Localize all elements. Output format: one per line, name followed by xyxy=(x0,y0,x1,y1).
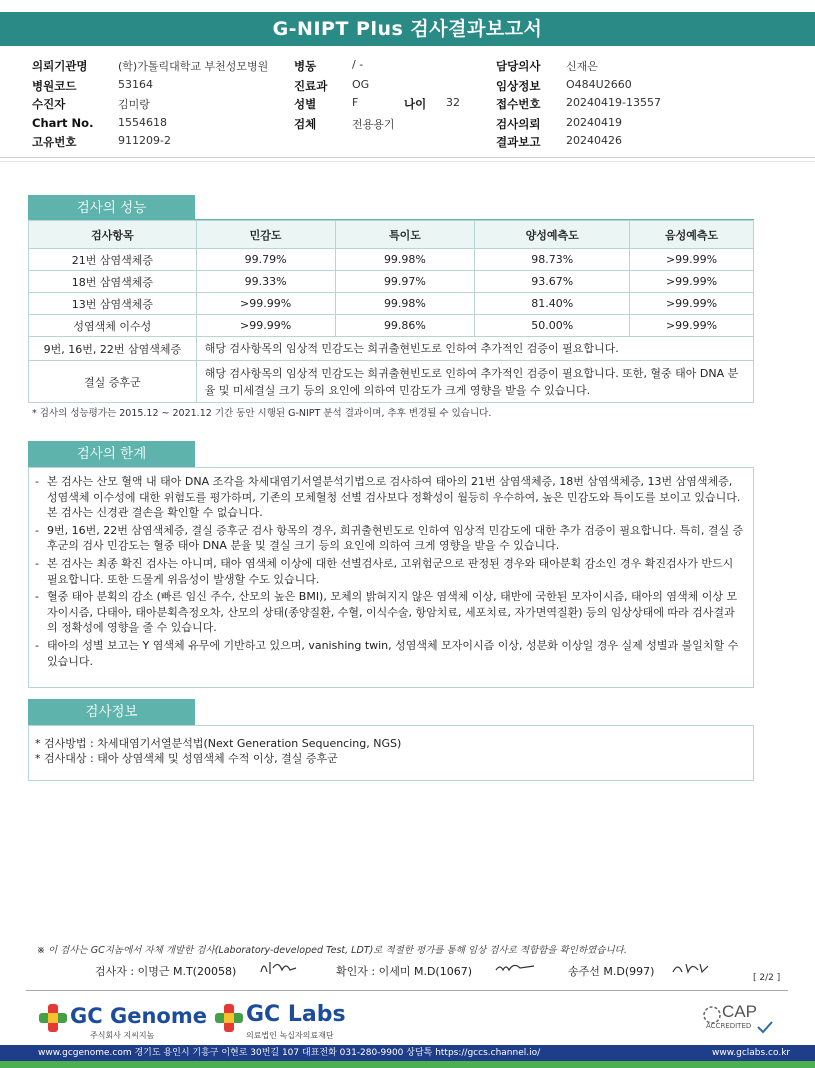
code-value: 53164 xyxy=(118,78,153,91)
performance-table xyxy=(28,220,754,403)
third-signature-label: 송주선 M.D(997) xyxy=(568,965,655,978)
row-label: 결실 증후군 xyxy=(29,361,197,403)
table-cell: >99.99% xyxy=(630,249,754,271)
table-note-row xyxy=(29,337,754,361)
report-value: 20240426 xyxy=(566,134,622,147)
specimen-value: 전용용기 xyxy=(352,118,395,131)
certification-note: ※ 이 검사는 GC지놈에서 자체 개발한 검사(Laboratory-developed Test, LDT)로 적절한 평가를 통해 임상 검사로 적합함을 확인하였습니다. xyxy=(37,945,627,956)
performance-footnote: * 검사의 성능평가는 2015.12 ~ 2021.12 기간 동안 시행된 G-NIPT 분석 결과이며, 추후 변경될 수 있습니다. xyxy=(32,408,492,419)
code-label: 병원코드 xyxy=(32,79,77,93)
table-cell: >99.99% xyxy=(196,315,335,337)
footer-website[interactable]: www.gclabs.co.kr xyxy=(712,1048,791,1058)
hospital-label: 의뢰기관명 xyxy=(32,59,88,73)
table-cell: 99.98% xyxy=(335,249,475,271)
table-cell: 99.97% xyxy=(335,271,475,293)
table-row xyxy=(29,249,754,271)
tester-signature-label: 검사자 : 이명근 M.T(20058) xyxy=(95,965,237,978)
age-label: 나이 xyxy=(404,97,427,111)
row-label: 9번, 16번, 22번 삼염색체증 xyxy=(29,337,197,361)
table-cell: 50.00% xyxy=(475,315,630,337)
gc-labs-logo-text: GC Labs xyxy=(246,1002,346,1027)
limitations-box xyxy=(28,467,754,688)
list-item: - 혈중 태아 분획의 감소 (빠른 임신 주수, 산모의 높은 BMI), 모체의 밝혀지지 않은 염색체 이상, 태반에 국한된 모자이시즘, 태아의 염색체 이상 모자이시즘, 다태아, 태아분획측정오차, 산모의 상태(종양질환, 수혈, 이식수술, 항암치료, 세포치료, 자가면역질환) 등의 임상상태에 따라 검사결과의 정확성에 영향을 줄 수 있습니다. xyxy=(35,589,745,636)
clinical-label: 임상정보 xyxy=(496,79,541,93)
table-row xyxy=(29,271,754,293)
table-row xyxy=(29,315,754,337)
table-header-row xyxy=(29,221,754,249)
row-label: 18번 삼염색체증 xyxy=(29,271,197,293)
performance-section-title: 검사의 성능 xyxy=(28,195,195,221)
confirmer-signature-label: 확인자 : 이세미 M.D(1067) xyxy=(336,965,472,978)
check-icon xyxy=(756,1020,774,1034)
page-number: [ 2/2 ] xyxy=(753,973,781,983)
receipt-value: 20240419-13557 xyxy=(566,96,661,109)
gc-labs-logo-sub: 의료법인 녹십자의료재단 xyxy=(246,1031,334,1040)
table-cell: 98.73% xyxy=(475,249,630,271)
request-value: 20240419 xyxy=(566,116,622,129)
doctor-label: 담당의사 xyxy=(496,59,541,73)
table-cell: 93.67% xyxy=(475,271,630,293)
dept-value: OG xyxy=(352,78,370,91)
header-item: 검사항목 xyxy=(29,221,197,249)
table-cell: 81.40% xyxy=(475,293,630,315)
tester-signature xyxy=(258,958,300,978)
header-specificity: 특이도 xyxy=(335,221,475,249)
list-item: - 9번, 16번, 22번 삼염색체증, 결실 증후군 검사 항목의 경우, 희귀출현빈도로 인하여 임상적 민감도에 대한 추가 검증이 필요합니다. 특히, 결실 증후군의 검사 민감도는 혈중 태아 DNA 분율 및 결실 크기 등의 요인에 의하여 크게 영향을 받을 수 있습니다. xyxy=(35,523,745,554)
third-signature xyxy=(670,958,712,978)
report-label: 결과보고 xyxy=(496,135,541,149)
ward-value: / - xyxy=(352,58,364,71)
gc-genome-logo-sub: 주식회사 지씨지놈 xyxy=(90,1031,155,1040)
cap-accredited-label: ACCREDITED xyxy=(706,1022,752,1030)
list-item: - 본 검사는 산모 혈액 내 태아 DNA 조각을 차세대염기서열분석기법으로 검사하여 태아의 21번 삼염색체증, 18번 삼염색체증, 13번 삼염색체증, 성염색체 이수성에 대한 위험도를 평가하며, 기존의 모체혈청 선별 검사보다 정확성이 월등히 우수하여, 높은 민감도와 특이도를 보이고 있습니다. 본 검사는 신경관 결손을 확인할 수 없습니다. xyxy=(35,474,745,521)
row-label: 13번 삼염색체증 xyxy=(29,293,197,315)
footer-divider xyxy=(26,990,788,991)
list-item: * 검사대상 : 태아 상염색체 및 성염색체 수적 이상, 결실 증후군 xyxy=(35,752,338,765)
cap-accredited-badge xyxy=(700,1000,780,1040)
hospital-value: (학)가톨릭대학교 부천성모병원 xyxy=(118,60,269,73)
info-divider xyxy=(0,157,815,158)
header-ppv: 양성예측도 xyxy=(475,221,630,249)
gc-genome-logo-text: GC Genome xyxy=(70,1004,207,1028)
chart-value: 1554618 xyxy=(118,116,167,129)
ward-label: 병동 xyxy=(294,59,317,73)
specimen-label: 검체 xyxy=(294,117,317,131)
patient-info xyxy=(0,54,815,154)
header-npv: 음성예측도 xyxy=(630,221,754,249)
chart-label: Chart No. xyxy=(32,116,94,130)
sex-label: 성별 xyxy=(294,97,317,111)
limitations-list xyxy=(29,468,753,677)
recipient-value: 김미랑 xyxy=(118,98,150,111)
header-sensitivity: 민감도 xyxy=(196,221,335,249)
sex-value: F xyxy=(352,96,359,109)
table-cell: >99.99% xyxy=(630,293,754,315)
table-cell: >99.99% xyxy=(630,271,754,293)
test-info-list xyxy=(29,726,753,772)
table-cell: >99.99% xyxy=(630,315,754,337)
table-row xyxy=(29,293,754,315)
request-label: 검사의뢰 xyxy=(496,117,541,131)
doctor-value: 신재은 xyxy=(566,60,598,73)
gc-genome-logo-icon xyxy=(36,1002,70,1034)
test-info-section-title: 검사정보 xyxy=(28,699,195,725)
row-label: 성염색체 이수성 xyxy=(29,315,197,337)
footer-contact: www.gcgenome.com 경기도 용인시 기흥구 이현로 30번길 107 대표전화 031-280-9900 상담톡 https://gccs.channel.io/ xyxy=(38,1048,541,1058)
report-title: G-NIPT Plus 검사결과보고서 xyxy=(0,12,815,46)
unique-value: 911209-2 xyxy=(118,134,171,147)
unique-label: 고유번호 xyxy=(32,135,77,149)
table-cell: 99.33% xyxy=(196,271,335,293)
table-cell: 99.86% xyxy=(335,315,475,337)
table-note-row xyxy=(29,361,754,403)
table-cell: 99.98% xyxy=(335,293,475,315)
note-cell: 해당 검사항목의 임상적 민감도는 희귀출현빈도로 인하여 추가적인 검증이 필요합니다. 또한, 혈중 태아 DNA 분율 및 미세결실 크기 등의 요인에 의하여 민감도가 크게 영향을 받을 수 있습니다. xyxy=(196,361,753,403)
row-label: 21번 삼염색체증 xyxy=(29,249,197,271)
table-cell: 99.79% xyxy=(196,249,335,271)
gc-labs-logo-icon xyxy=(212,1002,246,1034)
list-item: - 태아의 성별 보고는 Y 염색체 유무에 기반하고 있으며, vanishing twin, 성염색체 모자이시즘 이상, 성분화 이상일 경우 실제 성별과 불일치할 수 있습니다. xyxy=(35,638,745,669)
test-info-box xyxy=(28,725,754,781)
receipt-label: 접수번호 xyxy=(496,97,541,111)
table-cell: >99.99% xyxy=(196,293,335,315)
dept-label: 진료과 xyxy=(294,79,328,93)
age-value: 32 xyxy=(446,96,460,109)
footer-bar xyxy=(0,1045,815,1061)
footer-accent-bar xyxy=(0,1061,815,1068)
info-divider-secondary xyxy=(0,161,815,162)
list-item: - 본 검사는 최종 확진 검사는 아니며, 태아 염색체 이상에 대한 선별검사로, 고위험군으로 판정된 경우와 태아분획 감소인 경우 확진검사가 반드시 필요합니다. 또한 드물게 위음성이 발생할 수도 있습니다. xyxy=(35,556,745,587)
clinical-value: O484U2660 xyxy=(566,78,632,91)
limitations-section-title: 검사의 한계 xyxy=(28,441,195,467)
note-cell: 해당 검사항목의 임상적 민감도는 희귀출현빈도로 인하여 추가적인 검증이 필요합니다. xyxy=(196,337,753,361)
recipient-label: 수진자 xyxy=(32,97,66,111)
cap-label: CAP xyxy=(722,1002,757,1021)
confirmer-signature xyxy=(494,958,538,978)
list-item: * 검사방법 : 차세대염기서열분석법(Next Generation Sequencing, NGS) xyxy=(35,737,402,750)
